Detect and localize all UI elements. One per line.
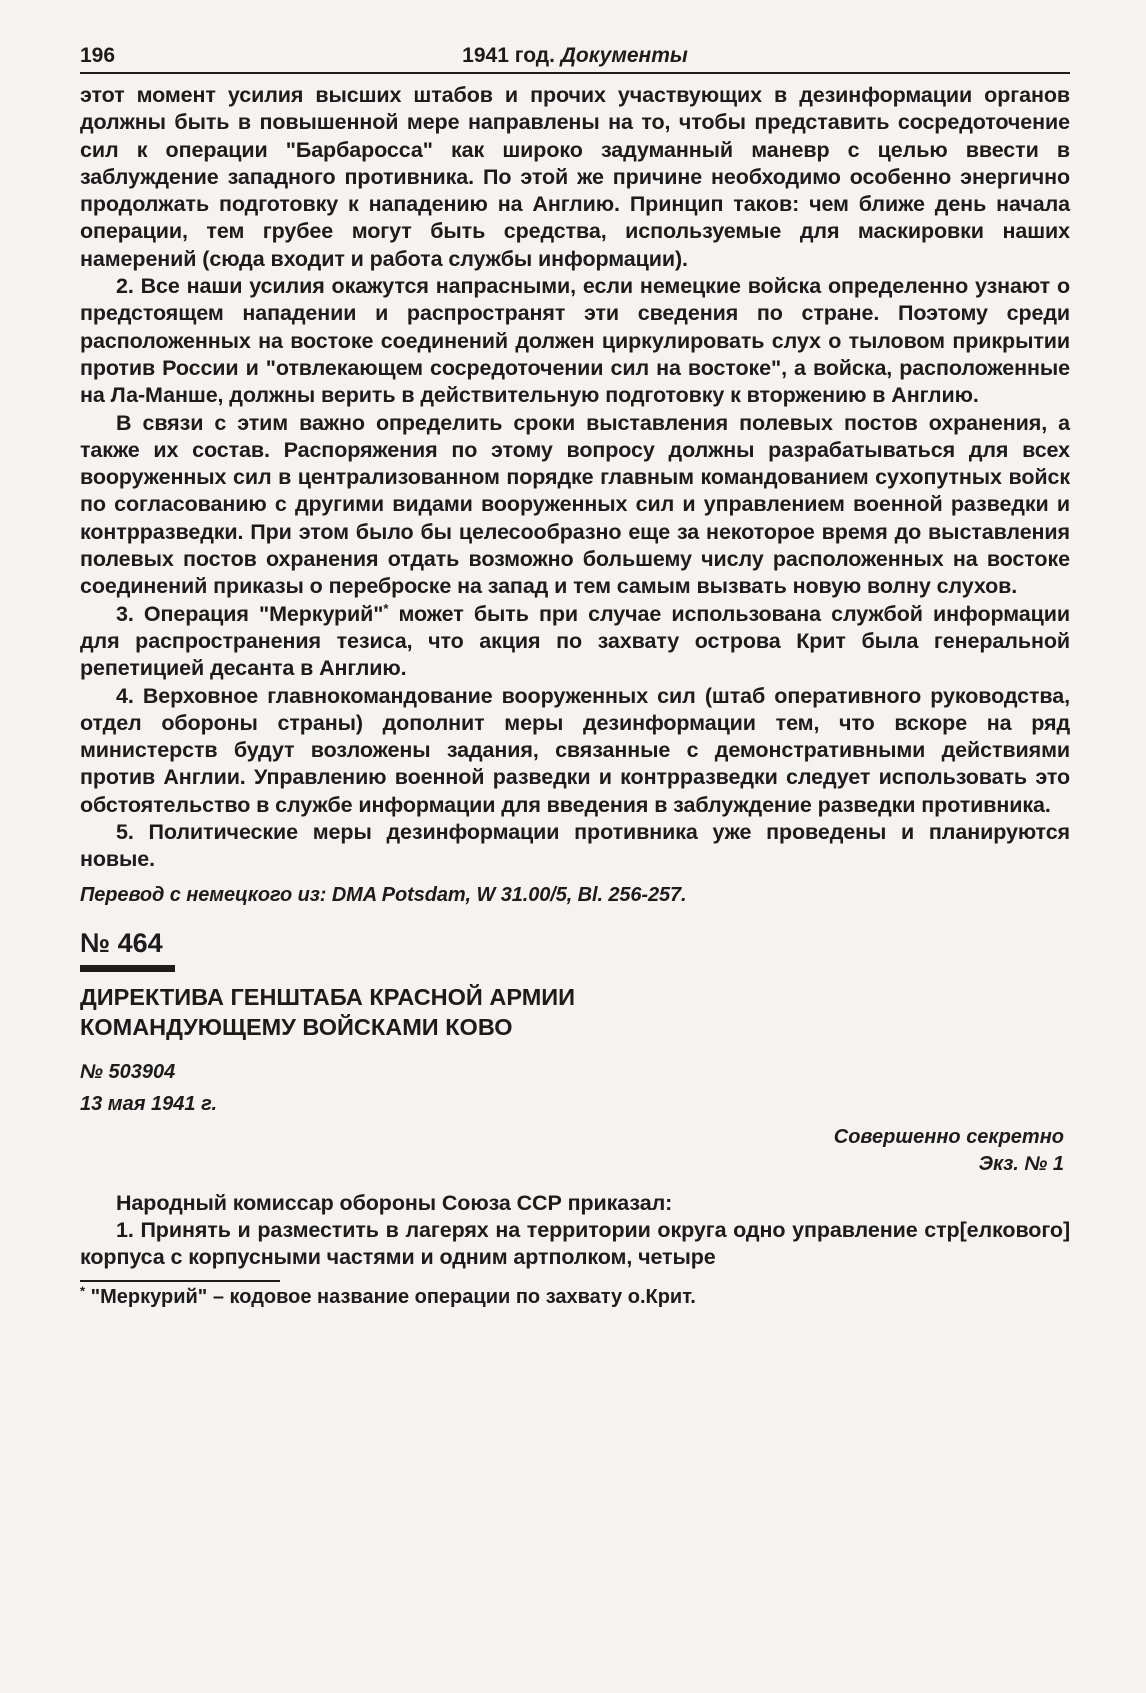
footnote-reference: * — [383, 600, 389, 616]
paragraph-3 — [80, 601, 1070, 683]
paragraph-continuation: этот момент усилия высших штабов и прочих участвующих в дезинформации органов должны быть в повышенной мере направлены на то, чтобы представить сосредоточение сил к операции "Барбаросса" как широко задуманный маневр с целью ввести в заблуждение западного противника. По этой же причине необходимо особенно энергично продолжать подготовку к нападению на Англию. Принцип таков: чем ближе день начала операции, тем грубее могут быть средства, используемые для маскировки наших намерений (сюда входит и работа службы информации). — [80, 83, 1070, 271]
paragraph-5: 5. Политические меры дезинформации противника уже проведены и планируются новые. — [80, 820, 1070, 872]
document-date: 13 мая 1941 г. — [80, 1092, 218, 1115]
footnote-text: "Меркурий" – кодовое название операции по захвату о.Крит. — [85, 1285, 696, 1308]
running-title-plain: 1941 год. — [462, 44, 561, 67]
page-number: 196 — [80, 44, 116, 67]
footnote — [80, 1284, 1070, 1310]
classification-block — [80, 1124, 1070, 1178]
document-number-heading: № 464 — [80, 928, 175, 972]
running-title-italic: Документы — [560, 44, 688, 67]
footnote-divider — [80, 1280, 280, 1282]
page — [80, 44, 1070, 1310]
paragraph-3-rest: может быть при случае использована службой информации для распространения тезиса, что акция по захвату острова Крит была генеральной репетицией десанта в Англию. — [80, 601, 1070, 681]
registration-number: № 503904 — [80, 1060, 176, 1083]
copy-number: Экз. № 1 — [978, 1152, 1064, 1175]
paragraph-2: 2. Все наши усилия окажутся напрасными, если немецкие войска определенно узнают о предстоящем нападении и распространят эти сведения по стране. Поэтому среди расположенных на востоке соединений должен циркулировать слух о тыловом прикрытии против России и "отвлекающем сосредоточении сил на востоке", а войска, расположенные на Ла-Манше, должны верить в действительную подготовку к вторжению в Англию. — [80, 274, 1070, 408]
classification-stamp: Совершенно секретно — [833, 1125, 1064, 1148]
document-title-line-1: ДИРЕКТИВА ГЕНШТАБА КРАСНОЙ АРМИИ — [80, 983, 576, 1010]
source-note: Перевод с немецкого из: DMA Potsdam, W 31.00/5, Bl. 256-257. — [80, 883, 687, 906]
document-body — [80, 82, 1070, 1310]
order-intro: Народный комиссар обороны Союза ССР приказал: — [116, 1190, 673, 1215]
paragraph-4: 4. Верховное главнокомандование вооруженных сил (штаб оперативного руководства, отдел обороны страны) дополнит меры дезинформации тем, что вскоре на ряд министерств будут возложены задания, связанные с демонстративными действиями против Англии. Управлению военной разведки и контрразведки следует использовать это обстоятельство в службе информации для введения в заблуждение разведки противника. — [80, 683, 1070, 817]
footnote-marker: * — [80, 1282, 86, 1298]
order-item-1: 1. Принять и разместить в лагерях на территории округа одно управление стр[елкового] корпуса с корпусными частями и одним артполком, четыре — [80, 1217, 1070, 1270]
running-title — [80, 44, 1070, 68]
paragraph-2-continued: В связи с этим важно определить сроки выставления полевых постов охранения, а также их состав. Распоряжения по этому вопросу должны разрабатываться для всех вооруженных сил в централизованном порядке главным командованием сухопутных войск по согласованию с другими видами вооруженных сил и управлением военной разведки и контрразведки. При этом было бы целесообразно еще за некоторое время до выставления полевых постов охранения отдать возможно большему числу расположенных на востоке соединений приказы о переброске на запад и тем самым вызвать новую волну слухов. — [80, 410, 1070, 599]
paragraph-3-start: 3. Операция "Меркурий" — [116, 601, 384, 626]
document-title — [80, 982, 1070, 1042]
document-meta — [80, 1056, 1070, 1120]
document-title-line-2: КОМАНДУЮЩЕМУ ВОЙСКАМИ КОВО — [80, 1013, 513, 1040]
running-header — [80, 44, 1070, 74]
